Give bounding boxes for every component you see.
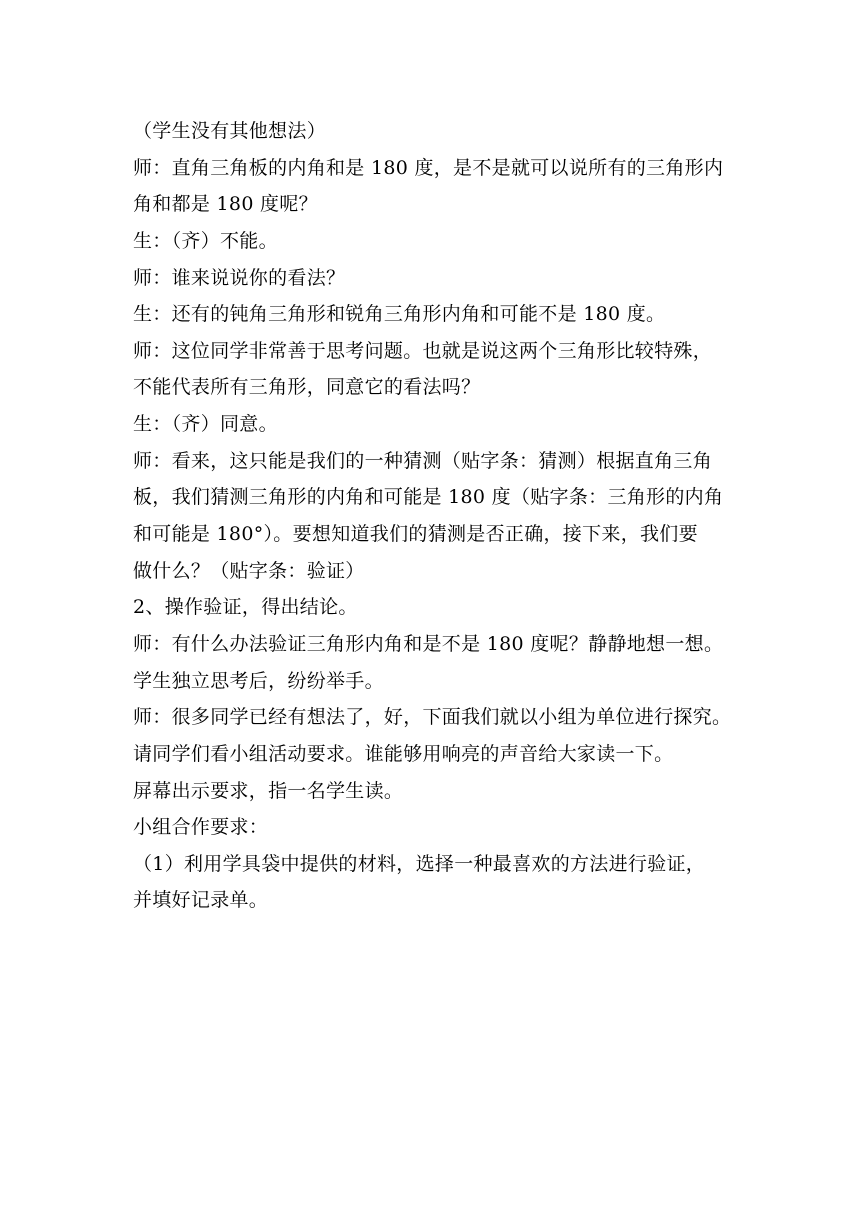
- section-heading: 2、操作验证，得出结论。: [133, 596, 358, 619]
- paragraph-line: 生：（齐）同意。: [133, 413, 278, 436]
- list-item: 并填好记录单。: [133, 889, 269, 912]
- paragraph-line: 师：这位同学非常善于思考问题。也就是说这两个三角形比较特殊，: [133, 339, 713, 362]
- paragraph-line: 不能代表所有三角形，同意它的看法吗？: [133, 376, 481, 399]
- paragraph-line: 做什么？（贴字条：验证）: [133, 559, 365, 582]
- list-item: （1）利用学具袋中提供的材料，选择一种最喜欢的方法进行验证，: [133, 852, 706, 875]
- paragraph-line: 角和都是 180 度呢？: [133, 193, 318, 216]
- paragraph-line: 屏幕出示要求，指一名学生读。: [133, 779, 404, 802]
- paragraph-line: （学生没有其他想法）: [133, 120, 327, 142]
- paragraph-line: 请同学们看小组活动要求。谁能够用响亮的声音给大家读一下。: [133, 742, 674, 765]
- paragraph-line: 板，我们猜测三角形的内角和可能是 180 度（贴字条：三角形的内角: [133, 486, 724, 509]
- paragraph-line: 师：很多同学已经有想法了，好，下面我们就以小组为单位进行探究。: [133, 706, 732, 729]
- paragraph-line: 和可能是 180°）。要想知道我们的猜测是否正确，接下来，我们要: [133, 523, 698, 546]
- paragraph-line: 师：谁来说说你的看法？: [133, 266, 346, 289]
- paragraph-line: 师：直角三角板的内角和是 180 度，是不是就可以说所有的三角形内: [133, 156, 724, 179]
- document-body: [133, 113, 743, 919]
- paragraph-line: 生：（齐）不能。: [133, 229, 278, 252]
- paragraph-line: 学生独立思考后，纷纷举手。: [133, 669, 384, 692]
- paragraph-line: 师：有什么办法验证三角形内角和是不是 180 度呢？静静地想一想。: [133, 632, 724, 655]
- paragraph-line: 师：看来，这只能是我们的一种猜测（贴字条：猜测）根据直角三角: [133, 449, 713, 472]
- paragraph-line: 小组合作要求：: [133, 816, 269, 839]
- paragraph-line: 生：还有的钝角三角形和锐角三角形内角和可能不是 180 度。: [133, 303, 666, 326]
